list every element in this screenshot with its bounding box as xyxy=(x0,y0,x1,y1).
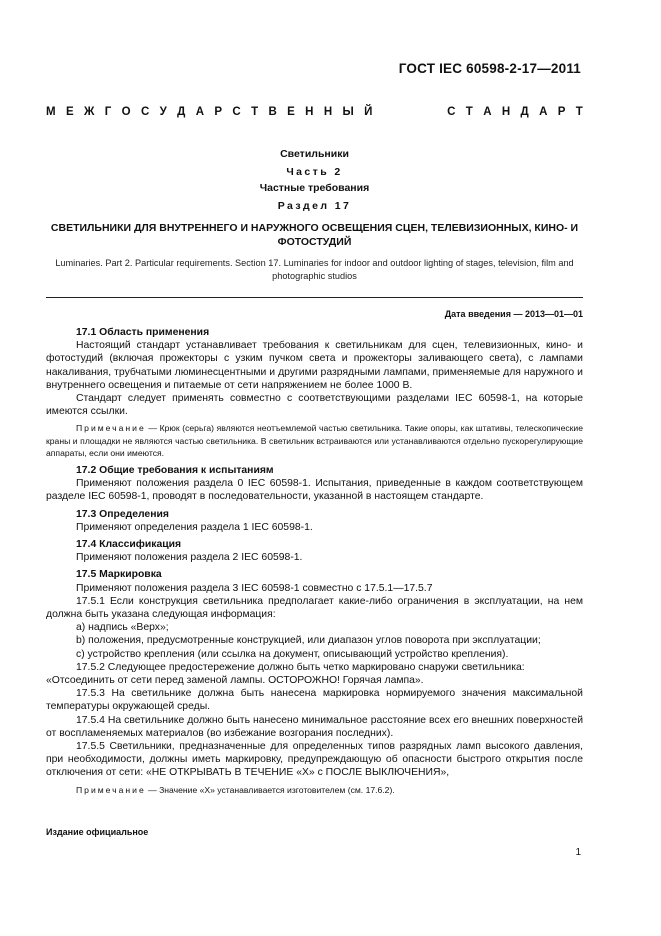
banner-letter: Е xyxy=(65,106,74,118)
title-main: СВЕТИЛЬНИКИ ДЛЯ ВНУТРЕННЕГО И НАРУЖНОГО ОСВЕЩЕНИЯ СЦЕН, ТЕЛЕВИЗИОННЫХ, КИНО- И ФОТОСТУДИЙ xyxy=(50,222,579,248)
title-part: Часть 2 xyxy=(286,166,343,178)
note-text: — Значение «X» устанавливается изготовителем (см. 17.6.2). xyxy=(145,784,395,795)
paragraph: Применяют определения раздела 1 IEC 60598-1. xyxy=(76,521,313,533)
effective-date: Дата введения — 2013—01—01 xyxy=(444,309,583,319)
paragraph: Применяют положения раздела 3 IEC 60598-1 совместно с 17.5.1—17.5.7 xyxy=(76,582,433,594)
banner-gap xyxy=(383,106,437,118)
section-heading-17-5: 17.5 Маркировка xyxy=(76,569,162,581)
paragraph: 17.5.3 На светильнике должна быть нанесена маркировка нормируемого значения максимальной температуры окружающей среды. xyxy=(46,688,583,713)
list-item-a: a) надпись «Верх»; xyxy=(76,622,169,634)
section-heading-17-2: 17.2 Общие требования к испытаниям xyxy=(76,464,274,476)
banner-letter: Й xyxy=(364,106,373,118)
banner-letter: Р xyxy=(214,106,223,118)
banner-letter: Н xyxy=(501,106,511,118)
banner-letter: С xyxy=(447,106,456,118)
banner-letter: Н xyxy=(305,106,314,118)
banner-letter: А xyxy=(195,106,205,118)
banner-letter: С xyxy=(232,106,241,118)
banner-letter: Д xyxy=(177,106,186,118)
page-number: 1 xyxy=(575,847,581,858)
note xyxy=(46,784,583,797)
title-english: Luminaries. Part 2. Particular requirements. Section 17. Luminaries for indoor and outdoor lighting of stages, television, film and photographic studios xyxy=(55,258,574,281)
section-heading-17-4: 17.4 Классификация xyxy=(76,538,182,550)
banner-letter: Д xyxy=(520,106,529,118)
section-heading-17-3: 17.3 Определения xyxy=(76,508,169,520)
title-line-1: Светильники xyxy=(280,148,349,160)
list-item-c: c) устройство крепления (или ссылка на документ, описывающий устройство крепления). xyxy=(76,648,509,660)
paragraph: Настоящий стандарт устанавливает требования к светильникам для сцен, телевизионных, кино- и фотостудий (включая прожекторы с узким пучком света и прожекторы заливающего света), с лампами накаливания, трубчатыми люминесцентными и другими разрядными лампами, применяемые для наружного и внутреннего освещения и питаемые от сети напряжением не более 1000 В. xyxy=(46,340,583,391)
paragraph: Применяют положения раздела 2 IEC 60598-1. xyxy=(76,552,303,564)
document-body xyxy=(46,326,583,800)
title-line-3: Частные требования xyxy=(259,182,370,194)
warning-text: «Отсоединить от сети перед заменой лампы. ОСТОРОЖНО! Горячая лампа». xyxy=(46,674,424,686)
paragraph: Стандарт следует применять совместно с соответствующими разделами IEC 60598-1, на которые имеются ссылки. xyxy=(46,393,583,418)
title-section: Раздел 17 xyxy=(277,200,352,212)
banner-letter: Н xyxy=(323,106,333,118)
banner-letter: Т xyxy=(465,106,473,118)
paragraph: Применяют положения раздела 0 IEC 60598-1. Испытания, приведенные в каждом соответствующем разделе IEC 60598-1, проводят в последовательности, указанной в настоящем стандарте. xyxy=(46,478,583,503)
banner-letter: В xyxy=(268,106,277,118)
banner-letter: А xyxy=(483,106,492,118)
banner-letter: Т xyxy=(251,106,259,118)
banner-letter: Р xyxy=(557,106,566,118)
banner-letter: М xyxy=(46,106,56,118)
note-label: Примечание xyxy=(76,423,146,434)
banner-letter: О xyxy=(121,106,131,118)
banner-letter: Ж xyxy=(83,106,95,118)
official-edition-label: Издание официальное xyxy=(46,827,149,837)
paragraph: 17.5.4 На светильнике должно быть нанесено минимальное расстояние всех его внешних поверхностей от воспламеняемых материалов (во избежание возгорания последних). xyxy=(46,714,583,739)
title-divider xyxy=(46,297,583,298)
note-text: — Крюк (серьга) являются неотъемлемой частью светильника. Такие опоры, как штативы, телескопические краны и площадки не являются частью светильника. В светильник встраиваются или устанавливаются отдельно пускорегулирующие аппараты, если они имеются. xyxy=(46,423,583,459)
banner-letter: Е xyxy=(287,106,295,118)
banner-letter: Т xyxy=(575,106,583,118)
note xyxy=(46,422,583,460)
banner-letter: С xyxy=(140,106,150,118)
banner-letter: У xyxy=(159,106,167,118)
standard-number: ГОСТ IEC 60598-2-17—2011 xyxy=(398,61,581,76)
paragraph: 17.5.5 Светильники, предназначенные для определенных типов разрядных ламп высокого давления, при необходимости, должны иметь маркировку, предупреждающую об опасности быстрого открытия после отключения от сети: «НЕ ОТКРЫВАТЬ В ТЕЧЕНИЕ «X» с ПОСЛЕ ВЫКЛЮЧЕНИЯ», xyxy=(46,740,583,779)
note-label: Примечание xyxy=(76,784,146,795)
banner-letter: А xyxy=(539,106,548,118)
section-heading-17-1: 17.1 Область применения xyxy=(76,327,210,338)
banner-letter: Г xyxy=(104,106,112,118)
list-item-b: b) положения, предусмотренные конструкцией, или диапазон углов поворота при эксплуатации; xyxy=(76,635,541,647)
banner-letter: Ы xyxy=(342,106,354,118)
interstate-standard-banner xyxy=(46,106,583,118)
paragraph: 17.5.1 Если конструкция светильника предполагает какие-либо ограничения в эксплуатации, на нем должна быть указана следующая информация: xyxy=(46,595,583,620)
paragraph: 17.5.2 Следующее предостережение должно быть четко маркировано снаружи светильника: xyxy=(76,661,525,673)
